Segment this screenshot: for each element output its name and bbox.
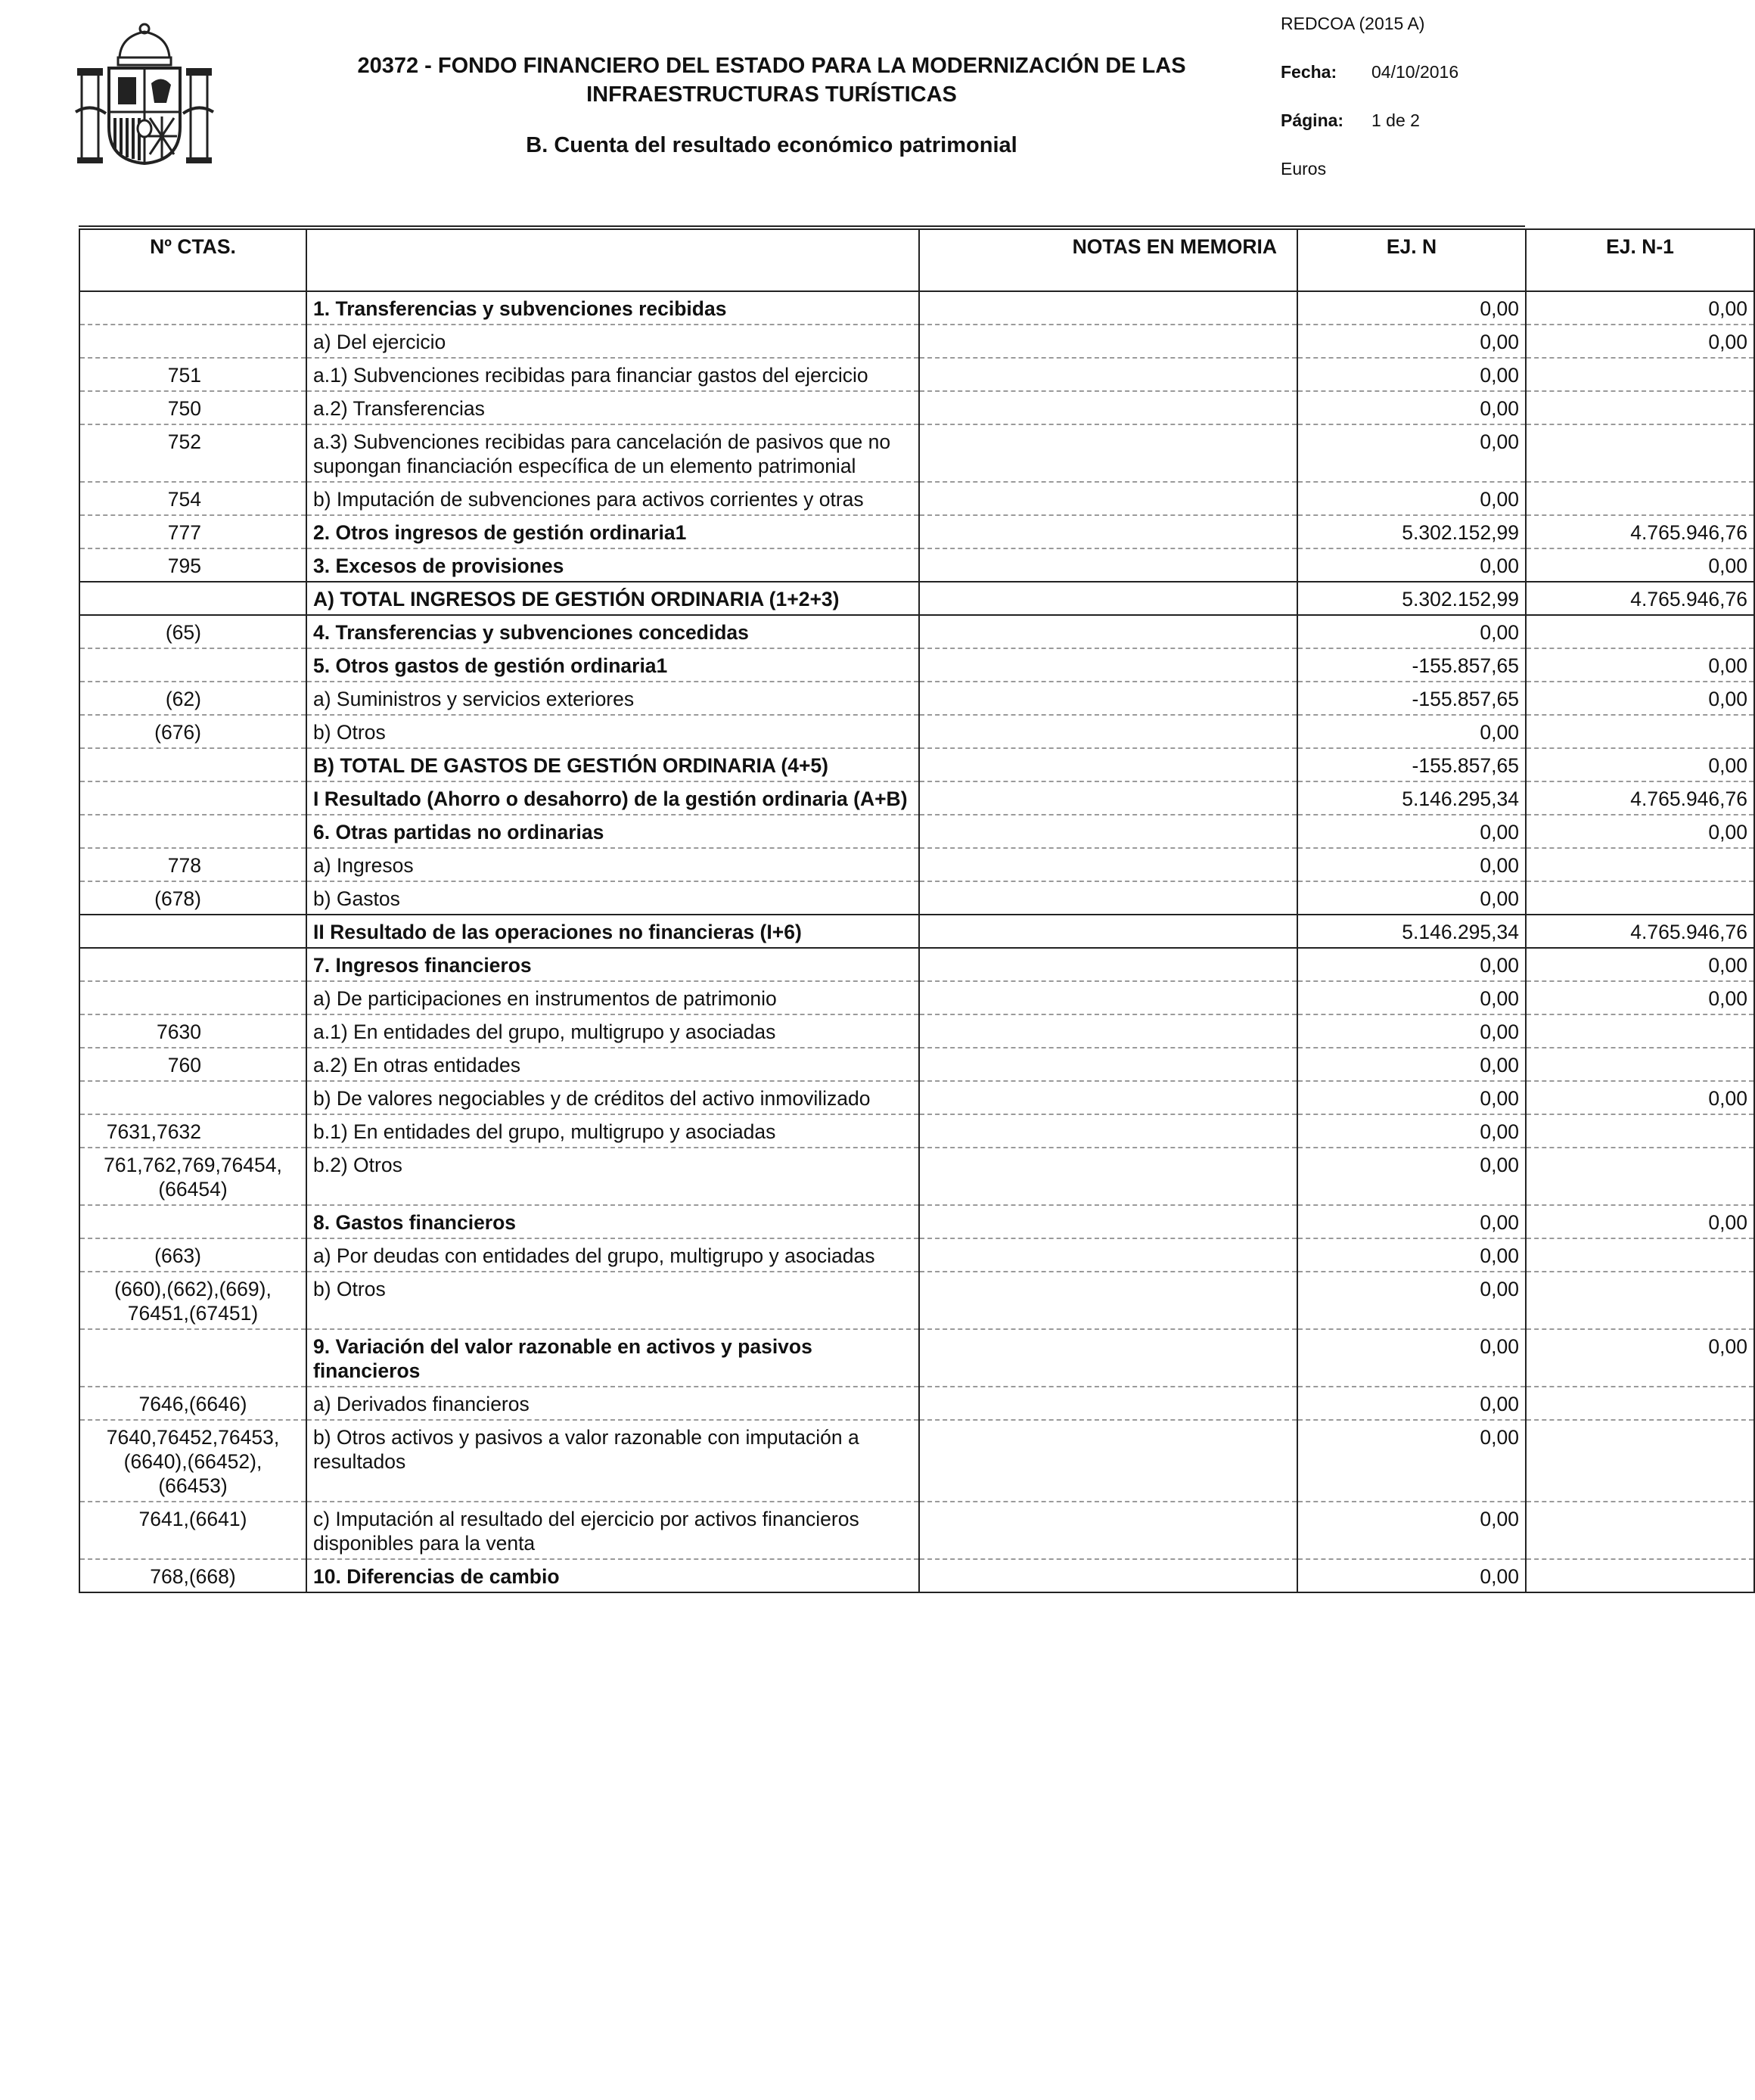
description-cell: 3. Excesos de provisiones: [306, 548, 919, 582]
prior-year-cell: 0,00: [1526, 325, 1754, 358]
prior-year-cell: [1526, 1238, 1754, 1272]
account-numbers-cell: (678): [79, 881, 306, 915]
account-numbers-cell: (65): [79, 615, 306, 648]
account-numbers-cell: 750: [79, 391, 306, 424]
table-row: [79, 981, 1754, 1014]
page-label: Página:: [1281, 110, 1344, 130]
notes-cell: [919, 1148, 1297, 1205]
account-numbers-cell: [79, 781, 306, 815]
prior-year-cell: [1526, 1114, 1754, 1148]
prior-year-cell: 0,00: [1526, 948, 1754, 981]
account-numbers-cell: 778: [79, 848, 306, 881]
prior-year-cell: 4.765.946,76: [1526, 582, 1754, 615]
prior-year-cell: 4.765.946,76: [1526, 781, 1754, 815]
notes-cell: [919, 1272, 1297, 1329]
prior-year-cell: 0,00: [1526, 1205, 1754, 1238]
account-numbers-cell: [79, 915, 306, 948]
table-row: [79, 391, 1754, 424]
header-rule: [79, 225, 1525, 227]
description-cell: a) Por deudas con entidades del grupo, multigrupo y asociadas: [306, 1238, 919, 1272]
coat-of-arms-logo: [76, 21, 213, 165]
report-title: 20372 - FONDO FINANCIERO DEL ESTADO PARA LA MODERNIZACIÓN DE LAS INFRAESTRUCTURAS TURÍSTICAS: [357, 54, 1186, 107]
prior-year-cell: [1526, 1148, 1754, 1205]
table-row: [79, 815, 1754, 848]
description-cell: a) Del ejercicio: [306, 325, 919, 358]
notes-cell: [919, 582, 1297, 615]
table-row: [79, 948, 1754, 981]
description-cell: 6. Otras partidas no ordinarias: [306, 815, 919, 848]
notes-cell: [919, 1048, 1297, 1081]
account-numbers-cell: [79, 325, 306, 358]
account-numbers-cell: 7646,(6646): [79, 1387, 306, 1420]
date-label: Fecha:: [1281, 62, 1337, 82]
table-row: [79, 358, 1754, 391]
notes-cell: [919, 358, 1297, 391]
table-row: [79, 715, 1754, 748]
notes-cell: [919, 715, 1297, 748]
notes-cell: [919, 1081, 1297, 1114]
result-account-table: [79, 228, 1755, 1593]
description-cell: B) TOTAL DE GASTOS DE GESTIÓN ORDINARIA (4+5): [306, 748, 919, 781]
account-numbers-cell: (660),(662),(669), 76451,(67451): [79, 1272, 306, 1329]
notes-cell: [919, 1114, 1297, 1148]
table-row: [79, 424, 1754, 482]
prior-year-cell: 0,00: [1526, 1329, 1754, 1387]
notes-cell: [919, 1387, 1297, 1420]
description-cell: a.3) Subvenciones recibidas para cancelación de pasivos que no supongan financiación específica de un elemento patrimonial: [306, 424, 919, 482]
description-cell: a.2) En otras entidades: [306, 1048, 919, 1081]
notes-cell: [919, 1502, 1297, 1559]
current-year-cell: 0,00: [1297, 1238, 1526, 1272]
description-cell: b) Otros activos y pasivos a valor razonable con imputación a resultados: [306, 1420, 919, 1502]
current-year-cell: 0,00: [1297, 1081, 1526, 1114]
account-numbers-cell: [79, 291, 306, 325]
prior-year-cell: [1526, 1502, 1754, 1559]
account-numbers-cell: [79, 648, 306, 682]
description-cell: b) Gastos: [306, 881, 919, 915]
page-value: 1 de 2: [1371, 110, 1420, 130]
table-row: [79, 1048, 1754, 1081]
current-year-cell: -155.857,65: [1297, 748, 1526, 781]
account-numbers-cell: 760: [79, 1048, 306, 1081]
prior-year-cell: 0,00: [1526, 548, 1754, 582]
current-year-cell: 0,00: [1297, 815, 1526, 848]
account-numbers-cell: [79, 748, 306, 781]
prior-year-cell: [1526, 1014, 1754, 1048]
prior-year-cell: [1526, 482, 1754, 515]
description-cell: 7. Ingresos financieros: [306, 948, 919, 981]
description-cell: c) Imputación al resultado del ejercicio por activos financieros disponibles para la venta: [306, 1502, 919, 1559]
prior-year-cell: 0,00: [1526, 682, 1754, 715]
description-cell: I Resultado (Ahorro o desahorro) de la gestión ordinaria (A+B): [306, 781, 919, 815]
units-label: Euros: [1281, 159, 1327, 179]
table-row: [79, 615, 1754, 648]
notes-cell: [919, 424, 1297, 482]
account-numbers-cell: (676): [79, 715, 306, 748]
account-numbers-cell: (62): [79, 682, 306, 715]
header-ctas: Nº CTAS.: [79, 229, 306, 291]
prior-year-cell: 0,00: [1526, 748, 1754, 781]
description-cell: a.2) Transferencias: [306, 391, 919, 424]
prior-year-cell: 0,00: [1526, 1081, 1754, 1114]
table-row: [79, 1014, 1754, 1048]
current-year-cell: 0,00: [1297, 1559, 1526, 1592]
table-row: [79, 748, 1754, 781]
table-row: [79, 482, 1754, 515]
date-value: 04/10/2016: [1371, 62, 1459, 82]
prior-year-cell: [1526, 391, 1754, 424]
description-cell: 10. Diferencias de cambio: [306, 1559, 919, 1592]
prior-year-cell: [1526, 1420, 1754, 1502]
current-year-cell: 0,00: [1297, 981, 1526, 1014]
current-year-cell: 0,00: [1297, 881, 1526, 915]
description-cell: II Resultado de las operaciones no financieras (I+6): [306, 915, 919, 948]
description-cell: a.1) En entidades del grupo, multigrupo y asociadas: [306, 1014, 919, 1048]
account-numbers-cell: 754: [79, 482, 306, 515]
prior-year-cell: 0,00: [1526, 815, 1754, 848]
notes-cell: [919, 1329, 1297, 1387]
current-year-cell: -155.857,65: [1297, 682, 1526, 715]
description-cell: 5. Otros gastos de gestión ordinaria1: [306, 648, 919, 682]
table-row: [79, 1272, 1754, 1329]
current-year-cell: 0,00: [1297, 1272, 1526, 1329]
account-numbers-cell: 7630: [79, 1014, 306, 1048]
table-row: [79, 1387, 1754, 1420]
prior-year-cell: [1526, 1387, 1754, 1420]
notes-cell: [919, 748, 1297, 781]
notes-cell: [919, 648, 1297, 682]
description-cell: a.1) Subvenciones recibidas para financiar gastos del ejercicio: [306, 358, 919, 391]
description-cell: 8. Gastos financieros: [306, 1205, 919, 1238]
notes-cell: [919, 1014, 1297, 1048]
notes-cell: [919, 548, 1297, 582]
table-row: [79, 1502, 1754, 1559]
table-row: [79, 648, 1754, 682]
table-header-row: [79, 229, 1754, 291]
notes-cell: [919, 781, 1297, 815]
account-numbers-cell: (663): [79, 1238, 306, 1272]
description-cell: 9. Variación del valor razonable en activos y pasivos financieros: [306, 1329, 919, 1387]
current-year-cell: 0,00: [1297, 325, 1526, 358]
account-numbers-cell: [79, 948, 306, 981]
account-numbers-cell: 7640,76452,76453, (6640),(66452), (66453): [79, 1420, 306, 1502]
current-year-cell: -155.857,65: [1297, 648, 1526, 682]
prior-year-cell: [1526, 1559, 1754, 1592]
date-line: [1281, 62, 1458, 82]
description-cell: a) Ingresos: [306, 848, 919, 881]
description-cell: 4. Transferencias y subvenciones concedidas: [306, 615, 919, 648]
description-cell: b) De valores negociables y de créditos del activo inmovilizado: [306, 1081, 919, 1114]
table-row: [79, 1114, 1754, 1148]
account-numbers-cell: [79, 582, 306, 615]
description-cell: b.1) En entidades del grupo, multigrupo y asociadas: [306, 1114, 919, 1148]
current-year-cell: 0,00: [1297, 424, 1526, 482]
notes-cell: [919, 391, 1297, 424]
prior-year-cell: [1526, 715, 1754, 748]
description-cell: b.2) Otros: [306, 1148, 919, 1205]
table-row: [79, 1420, 1754, 1502]
current-year-cell: 0,00: [1297, 615, 1526, 648]
table-row: [79, 1205, 1754, 1238]
current-year-cell: 5.302.152,99: [1297, 515, 1526, 548]
table-row: [79, 848, 1754, 881]
account-numbers-cell: 752: [79, 424, 306, 482]
notes-cell: [919, 948, 1297, 981]
table-row: [79, 548, 1754, 582]
description-cell: b) Otros: [306, 715, 919, 748]
current-year-cell: 0,00: [1297, 1148, 1526, 1205]
account-numbers-cell: 761,762,769,76454, (66454): [79, 1148, 306, 1205]
table-row: [79, 291, 1754, 325]
table-row: [79, 682, 1754, 715]
table-row: [79, 881, 1754, 915]
header-notas: NOTAS EN MEMORIA: [919, 229, 1297, 291]
table-row: [79, 1148, 1754, 1205]
current-year-cell: 0,00: [1297, 948, 1526, 981]
notes-cell: [919, 981, 1297, 1014]
account-numbers-cell: 777: [79, 515, 306, 548]
table-row: [79, 582, 1754, 615]
table-row: [79, 515, 1754, 548]
current-year-cell: 0,00: [1297, 358, 1526, 391]
notes-cell: [919, 515, 1297, 548]
notes-cell: [919, 1559, 1297, 1592]
account-numbers-cell: [79, 1081, 306, 1114]
account-numbers-cell: [79, 1329, 306, 1387]
prior-year-cell: [1526, 1048, 1754, 1081]
description-cell: A) TOTAL INGRESOS DE GESTIÓN ORDINARIA (1+2+3): [306, 582, 919, 615]
header-ej-n1: EJ. N-1: [1526, 229, 1754, 291]
notes-cell: [919, 881, 1297, 915]
current-year-cell: 0,00: [1297, 548, 1526, 582]
notes-cell: [919, 1420, 1297, 1502]
description-cell: a) De participaciones en instrumentos de patrimonio: [306, 981, 919, 1014]
prior-year-cell: 0,00: [1526, 291, 1754, 325]
current-year-cell: 0,00: [1297, 715, 1526, 748]
account-numbers-cell: 7641,(6641): [79, 1502, 306, 1559]
description-cell: a) Suministros y servicios exteriores: [306, 682, 919, 715]
account-numbers-cell: 795: [79, 548, 306, 582]
current-year-cell: 0,00: [1297, 1420, 1526, 1502]
notes-cell: [919, 1205, 1297, 1238]
prior-year-cell: 4.765.946,76: [1526, 515, 1754, 548]
notes-cell: [919, 482, 1297, 515]
notes-cell: [919, 682, 1297, 715]
prior-year-cell: [1526, 424, 1754, 482]
report-subtitle: B. Cuenta del resultado económico patrimonial: [526, 133, 1017, 157]
description-cell: a) Derivados financieros: [306, 1387, 919, 1420]
page-line: [1281, 110, 1420, 131]
table-row: [79, 781, 1754, 815]
notes-cell: [919, 815, 1297, 848]
notes-cell: [919, 615, 1297, 648]
prior-year-cell: 0,00: [1526, 981, 1754, 1014]
notes-cell: [919, 325, 1297, 358]
table-row: [79, 915, 1754, 948]
account-numbers-cell: 751: [79, 358, 306, 391]
account-numbers-cell: [79, 1205, 306, 1238]
prior-year-cell: [1526, 881, 1754, 915]
table-row: [79, 325, 1754, 358]
current-year-cell: 0,00: [1297, 1014, 1526, 1048]
description-cell: 2. Otros ingresos de gestión ordinaria1: [306, 515, 919, 548]
current-year-cell: 0,00: [1297, 1329, 1526, 1387]
prior-year-cell: 4.765.946,76: [1526, 915, 1754, 948]
table-row: [79, 1559, 1754, 1592]
current-year-cell: 5.146.295,34: [1297, 781, 1526, 815]
current-year-cell: 0,00: [1297, 482, 1526, 515]
notes-cell: [919, 1238, 1297, 1272]
notes-cell: [919, 291, 1297, 325]
prior-year-cell: [1526, 358, 1754, 391]
account-numbers-cell: 768,(668): [79, 1559, 306, 1592]
prior-year-cell: [1526, 848, 1754, 881]
header-ej-n: EJ. N: [1297, 229, 1526, 291]
notes-cell: [919, 915, 1297, 948]
current-year-cell: 5.146.295,34: [1297, 915, 1526, 948]
prior-year-cell: [1526, 1272, 1754, 1329]
current-year-cell: 0,00: [1297, 1387, 1526, 1420]
table-row: [79, 1329, 1754, 1387]
current-year-cell: 0,00: [1297, 848, 1526, 881]
header-description: [306, 229, 919, 291]
table-row: [79, 1081, 1754, 1114]
description-cell: b) Imputación de subvenciones para activos corrientes y otras: [306, 482, 919, 515]
account-numbers-cell: 7631,7632: [79, 1114, 306, 1148]
description-cell: 1. Transferencias y subvenciones recibidas: [306, 291, 919, 325]
current-year-cell: 0,00: [1297, 1205, 1526, 1238]
current-year-cell: 0,00: [1297, 391, 1526, 424]
current-year-cell: 0,00: [1297, 1114, 1526, 1148]
account-numbers-cell: [79, 981, 306, 1014]
current-year-cell: 0,00: [1297, 291, 1526, 325]
report-code: REDCOA (2015 A): [1281, 14, 1425, 33]
prior-year-cell: [1526, 615, 1754, 648]
current-year-cell: 5.302.152,99: [1297, 582, 1526, 615]
table-row: [79, 1238, 1754, 1272]
description-cell: b) Otros: [306, 1272, 919, 1329]
prior-year-cell: 0,00: [1526, 648, 1754, 682]
current-year-cell: 0,00: [1297, 1502, 1526, 1559]
current-year-cell: 0,00: [1297, 1048, 1526, 1081]
account-numbers-cell: [79, 815, 306, 848]
notes-cell: [919, 848, 1297, 881]
